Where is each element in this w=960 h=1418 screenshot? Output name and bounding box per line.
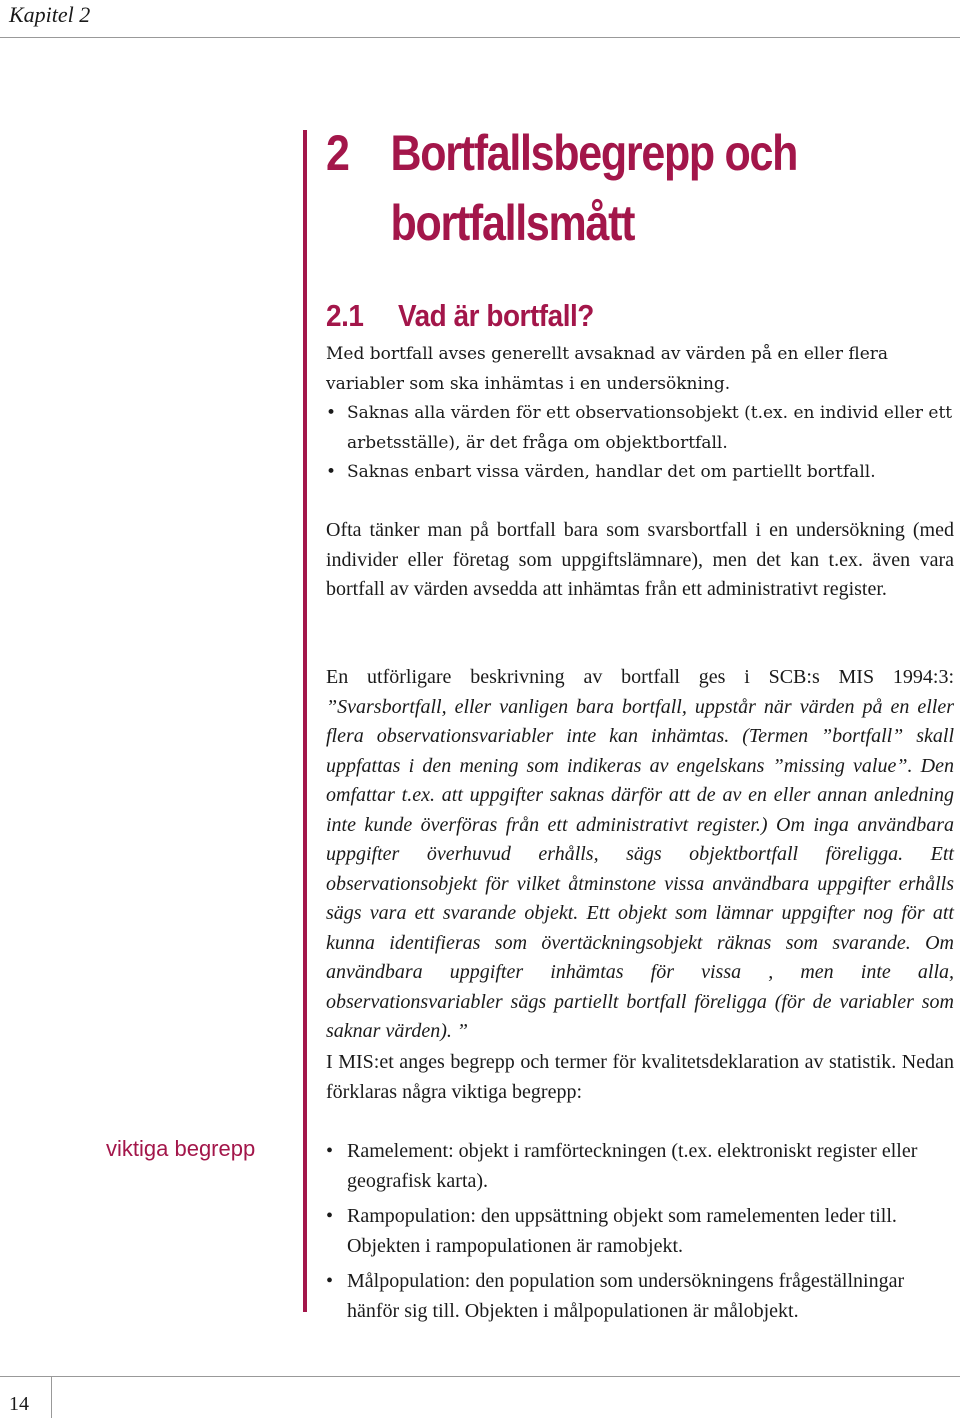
- margin-label: viktiga begrepp: [106, 1136, 256, 1161]
- definition-list: [326, 1136, 954, 1331]
- list-item: • Målpopulation: den population som undersökningens frågeställningar hänför sig till. Objekten i målpopulationen är målobjekt.: [326, 1266, 954, 1326]
- section-number: 2.1: [326, 298, 364, 333]
- paragraph-mis-quote: [326, 663, 954, 1047]
- section-title-text: Vad är bortfall?: [398, 298, 594, 333]
- list-item: • Ramelement: objekt i ramförteckningen (t.ex. elektroniskt register eller geografisk karta).: [326, 1136, 954, 1196]
- intro-bullet-list: [326, 399, 954, 488]
- footer-divider: [0, 1376, 960, 1377]
- intro-block: [326, 340, 954, 488]
- paragraph-mis-intro: I MIS:et anges begrepp och termer för kvalitetsdeklaration av statistik. Nedan förklaras några viktiga begrepp:: [326, 1051, 954, 1103]
- header-divider: [0, 37, 960, 38]
- mis-quote: ”Svarsbortfall, eller vanligen bara bortfall, uppstår när värden på en eller flera observationsvariabler inte kan inhämtas. (Termen ”bortfall” skall uppfattas i den mening som indikeras av engelskans ”missing value”. Den omfattar t.ex. att uppgifter saknas därför att de av en eller annan anledning inte kunde överföras från ett administrativt register.) Om inga användbara uppgifter överhuvud erhålls, sägs objektbortfall föreligga. Ett observationsobjekt för vilket åtminstone vissa användbara uppgifter erhålls sägs vara ett svarande objekt. Ett objekt som lämnar uppgifter nog för att kunna identifieras som övertäckningsobjekt räknas som svarande. Om användbara uppgifter inhämtas för vissa , men inte alla, observationsvariabler sägs partiellt bortfall föreligga (för de variabler som saknar värden). ”: [326, 695, 954, 1042]
- list-item: • Rampopulation: den uppsättning objekt som ramelementen leder till. Objekten i rampopulationen är ramobjekt.: [326, 1201, 954, 1261]
- running-head: Kapitel 2: [9, 2, 91, 27]
- chapter-title-line1: Bortfallsbegrepp och: [390, 125, 798, 181]
- chapter-number: 2: [326, 125, 349, 181]
- list-item: • Saknas enbart vissa värden, handlar det om partiellt bortfall.: [326, 458, 954, 488]
- chapter-title: [326, 118, 859, 258]
- intro-text: Med bortfall avses generellt avsaknad av värden på en eller flera variabler som ska inhämtas i en undersökning.: [326, 344, 889, 394]
- footer-vertical-divider: [51, 1376, 52, 1418]
- section-title: [326, 298, 594, 334]
- page-number: 14: [9, 1393, 29, 1415]
- paragraph-lead: En utförligare beskrivning av bortfall ges i SCB:s MIS 1994:3:: [326, 666, 954, 688]
- list-item: • Saknas alla värden för ett observationsobjekt (t.ex. en individ eller ett arbetsställe), är det fråga om objektbortfall.: [326, 399, 954, 458]
- chapter-title-line2: bortfallsmått: [390, 195, 635, 251]
- chapter-accent-bar: [303, 130, 307, 1312]
- paragraph-svarsbortfall: Ofta tänker man på bortfall bara som svarsbortfall i en undersökning (med individer eller företag som uppgiftslämnare), men det kan t.ex. även vara bortfall av värden avsedda att inhämtas från ett administrativt register.: [326, 519, 954, 600]
